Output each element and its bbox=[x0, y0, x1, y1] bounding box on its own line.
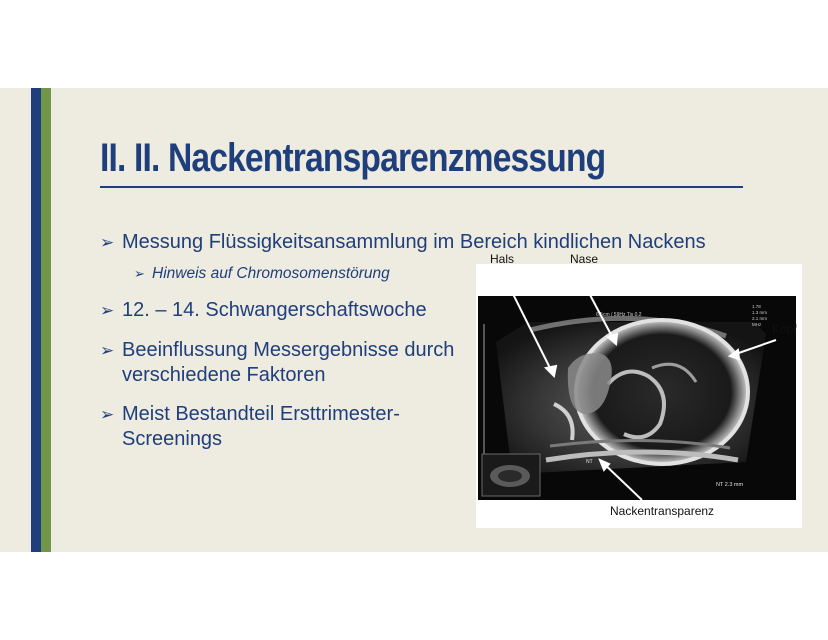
slide-title: II. II. Nackentransparenzmessung bbox=[100, 136, 606, 180]
ultrasound-figure bbox=[476, 252, 802, 528]
bullet-text: Beeinflussung Messergebnisse durch bbox=[122, 339, 455, 361]
bullet-item bbox=[100, 402, 400, 451]
bullet-text-continuation: verschiedene Faktoren bbox=[122, 364, 326, 386]
sub-bullet-item bbox=[134, 264, 390, 284]
label-kopf: Kopf bbox=[772, 322, 797, 336]
bullet-text: 12. – 14. Schwangerschaftswoche bbox=[122, 299, 427, 321]
bullet-item bbox=[100, 230, 706, 255]
label-hals: Hals bbox=[490, 252, 515, 266]
scan-header-text: 6.5cm / 59Hz Tis 0.2 bbox=[596, 312, 642, 318]
bullet-text: Messung Flüssigkeitsansammlung im Bereich kindlichen Nackens bbox=[122, 231, 706, 253]
bullet-arrow-icon: ➢ bbox=[100, 341, 115, 360]
label-nackentransparenz: Nackentransparenz bbox=[610, 504, 715, 518]
nt-marker-text: NT bbox=[586, 459, 593, 465]
ultrasound-image bbox=[476, 264, 802, 528]
sub-bullet-text: Hinweis auf Chromosomenstörung bbox=[152, 265, 390, 282]
accent-bar-blue bbox=[31, 88, 41, 552]
label-nase: Nase bbox=[570, 252, 599, 266]
bullet-arrow-icon: ➢ bbox=[100, 301, 115, 320]
bullet-arrow-icon: ➢ bbox=[134, 266, 145, 281]
accent-bar-green bbox=[41, 88, 51, 552]
title-underline bbox=[100, 186, 743, 188]
bullet-arrow-icon: ➢ bbox=[100, 405, 115, 424]
bullet-text: Meist Bestandteil Ersttrimester- bbox=[122, 403, 400, 425]
nt-value-text: NT 2.3 mm bbox=[716, 482, 744, 488]
bullet-item bbox=[100, 338, 454, 387]
bullet-text-continuation: Screenings bbox=[122, 428, 223, 450]
bullet-item bbox=[100, 298, 427, 323]
bullet-arrow-icon: ➢ bbox=[100, 233, 115, 252]
slide bbox=[0, 88, 828, 552]
svg-text:1.781.3 mm2.1 mmMHz: 1.78 1.3 mm 2.1 mm MHz bbox=[752, 304, 768, 327]
